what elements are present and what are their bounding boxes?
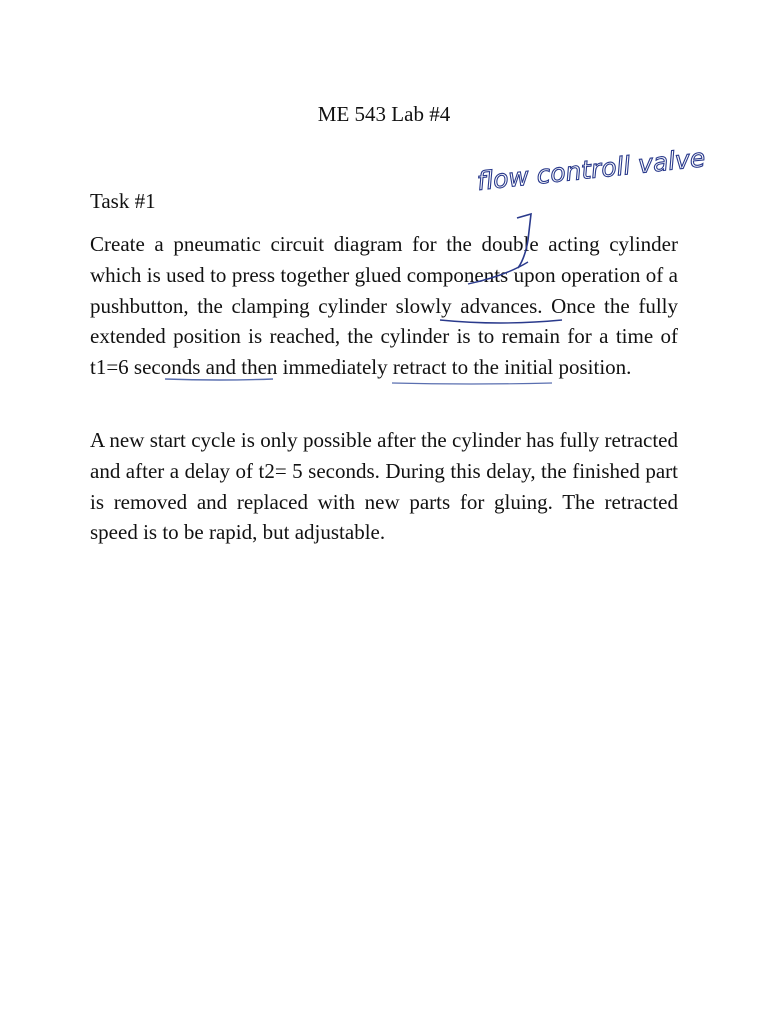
- handwritten-note: flow controll valve: [475, 143, 707, 196]
- cycle-conditions-paragraph: A new start cycle is only possible after the cylinder has fully retracted and after a delay of t2= 5 seconds. During this delay, the finished part is removed and replaced with new parts for gluing. The retracted speed is to be rapid, but adjustable.: [90, 428, 678, 545]
- underline-immediately-retract: [392, 383, 552, 384]
- page-title: ME 543 Lab #4: [317, 102, 451, 126]
- task-heading: Task #1: [90, 189, 156, 213]
- text-segment: . Once the fully extended position is reached, the cylinder is to remain for a time of: [90, 293, 678, 349]
- task-description-paragraph: [90, 229, 678, 383]
- text-segment: to the initial position.: [446, 355, 632, 380]
- text-segment: and then: [200, 355, 283, 380]
- underlined-text-immediately-retract: immediately retract: [282, 355, 447, 380]
- text-segment: Create a pneumatic circuit diagram for the double acting cylinder which is used to press together glued components upon operation of a pushbutton, the clamping cylinder: [90, 232, 678, 318]
- underlined-text-t1: t1=6 seconds: [90, 355, 201, 380]
- underlined-text-slowly-advances: slowly advances: [395, 293, 538, 318]
